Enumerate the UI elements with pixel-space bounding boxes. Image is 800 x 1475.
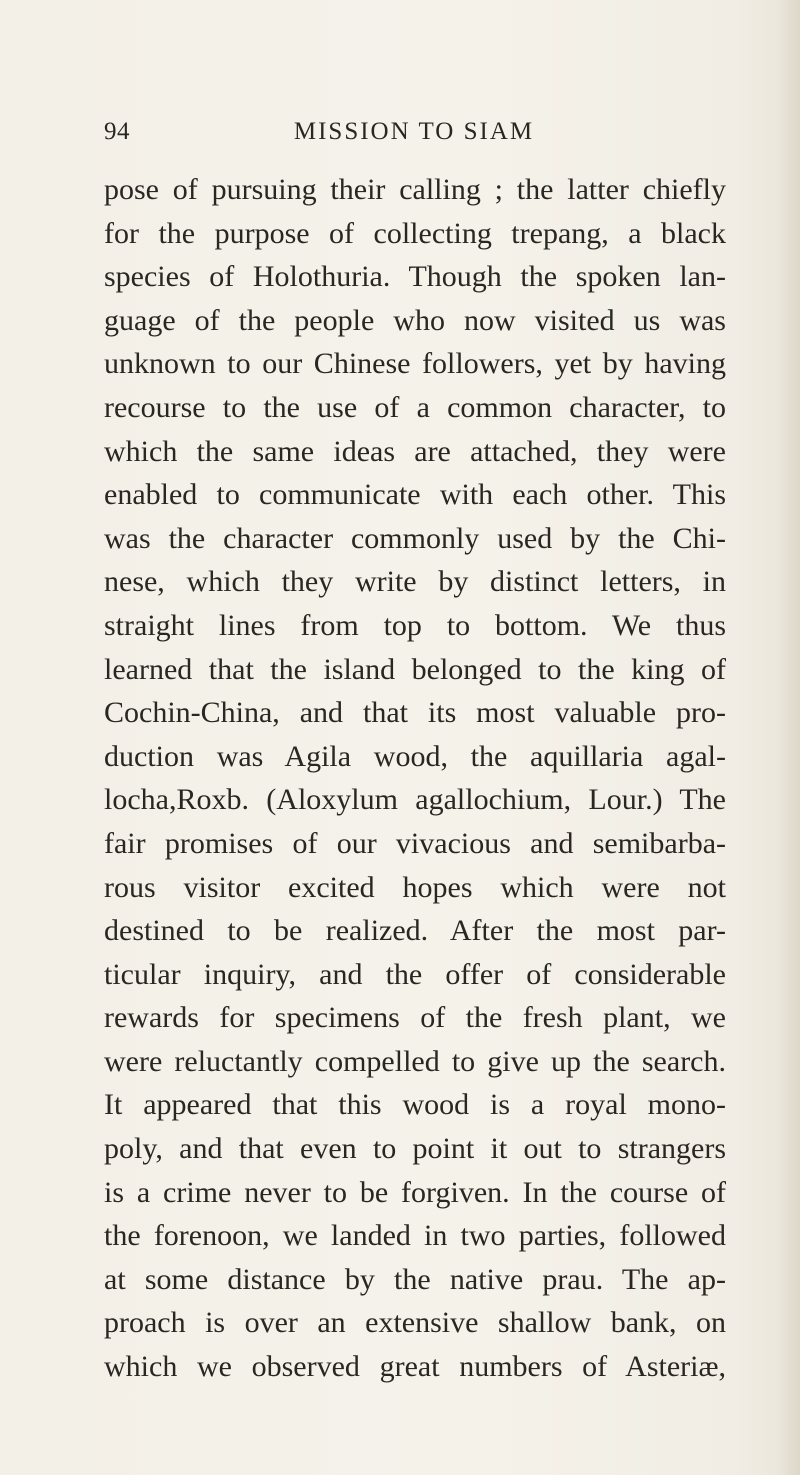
text-line: pose of pursuing their calling ; the latter chiefly <box>104 173 726 206</box>
text-line: fair promises of our vivacious and semibarba- <box>104 826 726 860</box>
text-line: proach is over an extensive shallow bank, on <box>104 1306 726 1340</box>
text-line: unknown to our Chinese followers, yet by having <box>104 347 726 381</box>
text-line: duction was Agila wood, the aquillaria agal- <box>104 739 726 773</box>
text-line: destined to be realized. After the most par- <box>104 914 726 948</box>
text-line: poly, and that even to point it out to strangers <box>104 1132 726 1166</box>
text-line: Cochin-China, and that its most valuable pro- <box>104 696 726 730</box>
page-header <box>104 118 724 152</box>
page-edge-shadow <box>778 0 800 1475</box>
text-line: locha,Roxb. (Aloxylum agallochium, Lour.) The <box>104 783 726 817</box>
text-line: species of Holothuria. Though the spoken lan- <box>104 260 726 294</box>
text-line: recourse to the use of a common character, to <box>104 390 726 424</box>
text-line: enabled to communicate with each other. This <box>104 478 726 512</box>
text-line: learned that the island belonged to the king of <box>104 652 726 686</box>
text-line: nese, which they write by distinct letters, in <box>104 565 726 599</box>
text-line: were reluctantly compelled to give up the search. <box>104 1044 726 1078</box>
text-line: guage of the people who now visited us was <box>104 303 726 337</box>
text-line: which we observed great numbers of Asteriæ, <box>104 1350 726 1384</box>
text-line: It appeared that this wood is a royal mono- <box>104 1088 726 1122</box>
text-line: ticular inquiry, and the offer of considerable <box>104 957 726 991</box>
text-line: which the same ideas are attached, they were <box>104 434 726 468</box>
text-line: is a crime never to be forgiven. In the course of <box>104 1175 726 1209</box>
text-line: for the purpose of collecting trepang, a black <box>104 216 726 250</box>
body-text <box>104 168 726 1389</box>
text-line: rewards for specimens of the fresh plant, we <box>104 1001 726 1035</box>
text-line: at some distance by the native prau. The ap- <box>104 1262 726 1296</box>
text-line: straight lines from top to bottom. We thus <box>104 608 726 642</box>
running-head: MISSION TO SIAM <box>293 118 535 145</box>
page-number: 94 <box>104 118 130 145</box>
text-line: rous visitor excited hopes which were not <box>104 870 726 904</box>
text-line: the forenoon, we landed in two parties, followed <box>104 1219 726 1253</box>
text-line: was the character commonly used by the Chi- <box>104 521 726 555</box>
